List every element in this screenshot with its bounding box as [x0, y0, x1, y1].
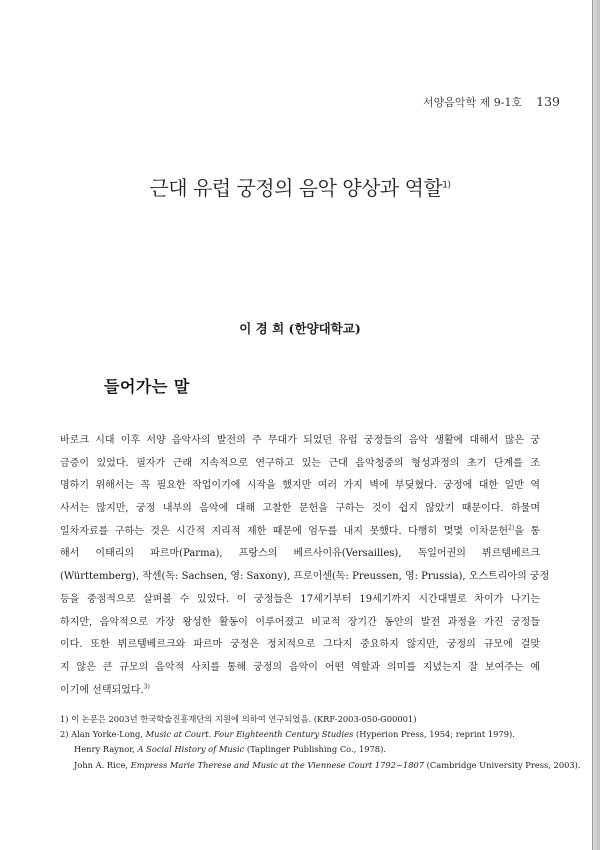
running-head [300, 94, 560, 110]
footnote-publisher: (Hyperion Press, 1954; reprint 1979). [353, 729, 515, 740]
paragraph-line-text: 을 통 [514, 525, 541, 537]
paragraph-line: 사서는 많지만, 궁정 내부의 음악에 대해 고찰한 문헌을 구하는 것이 쉽지 않았기 때문이다. 하물며 [60, 503, 540, 515]
paragraph-line: 금증이 있었다. 필자가 근래 지속적으로 연구하고 있는 근대 음악청중의 형성과정의 초기 단계를 조 [60, 457, 540, 469]
footnote-publisher: (Taplinger Publishing Co., 1978). [244, 744, 386, 755]
paragraph-line: 바로크 시대 이후 서양 음악사의 발전의 주 무대가 되었던 유럽 궁정들의 음악 생활에 대해서 많은 궁 [60, 435, 540, 446]
paper-title-text: 근대 유럽 궁정의 음악 양상과 역할 [149, 176, 443, 200]
footnotes [60, 712, 581, 773]
paragraph-line [60, 680, 540, 703]
footnote-2-entry [60, 727, 540, 742]
paragraph-line: 등을 중점적으로 살펴볼 수 있었다. 이 궁정들은 17세기부터 19세기까지 시간대별로 차이가 나기는 [60, 593, 540, 605]
paragraph-line: 해서 이태리의 파르마(Parma), 프랑스의 베르사이유(Versailles), 독일어권의 뷔르템베르크 [60, 548, 540, 560]
footnote-author: John A. Rice, [74, 759, 131, 770]
author-line: 이 경 희 (한양대학교) [239, 321, 361, 336]
footnote-publisher: (Cambridge University Press, 2003). [424, 759, 581, 770]
page-edge [592, 0, 600, 850]
paragraph-line-text: 이기에 선택되었다. [60, 684, 144, 696]
footnote-ref[interactable]: 2) [508, 524, 515, 532]
footnote-ref[interactable]: 3) [143, 683, 150, 691]
footnote-book-title: Empress Marie Therese and Music at the Viennese Court 1792~1807 [130, 759, 425, 770]
footnote-book-title: A Social History of Music [137, 744, 245, 755]
footnote-book-title: Music at Court. Four Eighteenth Century Studies [145, 729, 354, 740]
paragraph-line: 지 않은 큰 규모의 음악적 사치를 통해 궁정의 음악이 어떤 역할과 의미를 지녔는지 잘 보여주는 예 [60, 661, 540, 673]
title-footnote-mark: 1) [442, 180, 451, 191]
footnote-2-entry [60, 758, 581, 773]
paper-title [70, 172, 530, 201]
body-paragraph [60, 430, 550, 702]
journal-name: 서양음악학 제 9-1호 [423, 96, 523, 109]
page-number: 139 [536, 94, 560, 109]
footnote-author: Henry Raynor, [74, 744, 138, 755]
footnote-2-entry [60, 742, 540, 757]
paragraph-line: 이다. 또한 뷔르템베르크와 파르마 궁정은 정치적으로 그다지 중요하지 않지만, 궁정의 규모에 걸맞 [60, 639, 540, 651]
paragraph-line-text: 일차자료를 구하는 것은 시간적 지리적 제한 때문에 엄두를 내지 못했다. 다행히 몇몇 이차문헌 [60, 525, 509, 537]
paragraph-line [60, 521, 540, 544]
paragraph-line: 명하기 위해서는 꼭 필요한 작업이기에 시작을 했지만 여러 가지 벽에 부딪혔다. 궁정에 대한 일반 역 [60, 480, 540, 492]
paragraph-line: (Württemberg), 작센(독: Sachsen, 영: Saxony), 프로이센(독: Preussen, 영: Prussia), 오스트리아의 궁정 [60, 571, 550, 583]
section-heading: 들어가는 말 [104, 377, 190, 396]
footnote-author: 2) Alan Yorke-Long, [60, 729, 146, 740]
footnote-1: 1) 이 논문은 2003년 한국학술진흥재단의 지원에 의하여 연구되었음. (KRF-2003-050-G00001) [60, 714, 417, 724]
paragraph-line: 하지만, 음악적으로 가장 왕성한 활동이 이루어졌고 비교적 장기간 동안의 발전 과정을 가진 궁정들 [60, 616, 540, 628]
